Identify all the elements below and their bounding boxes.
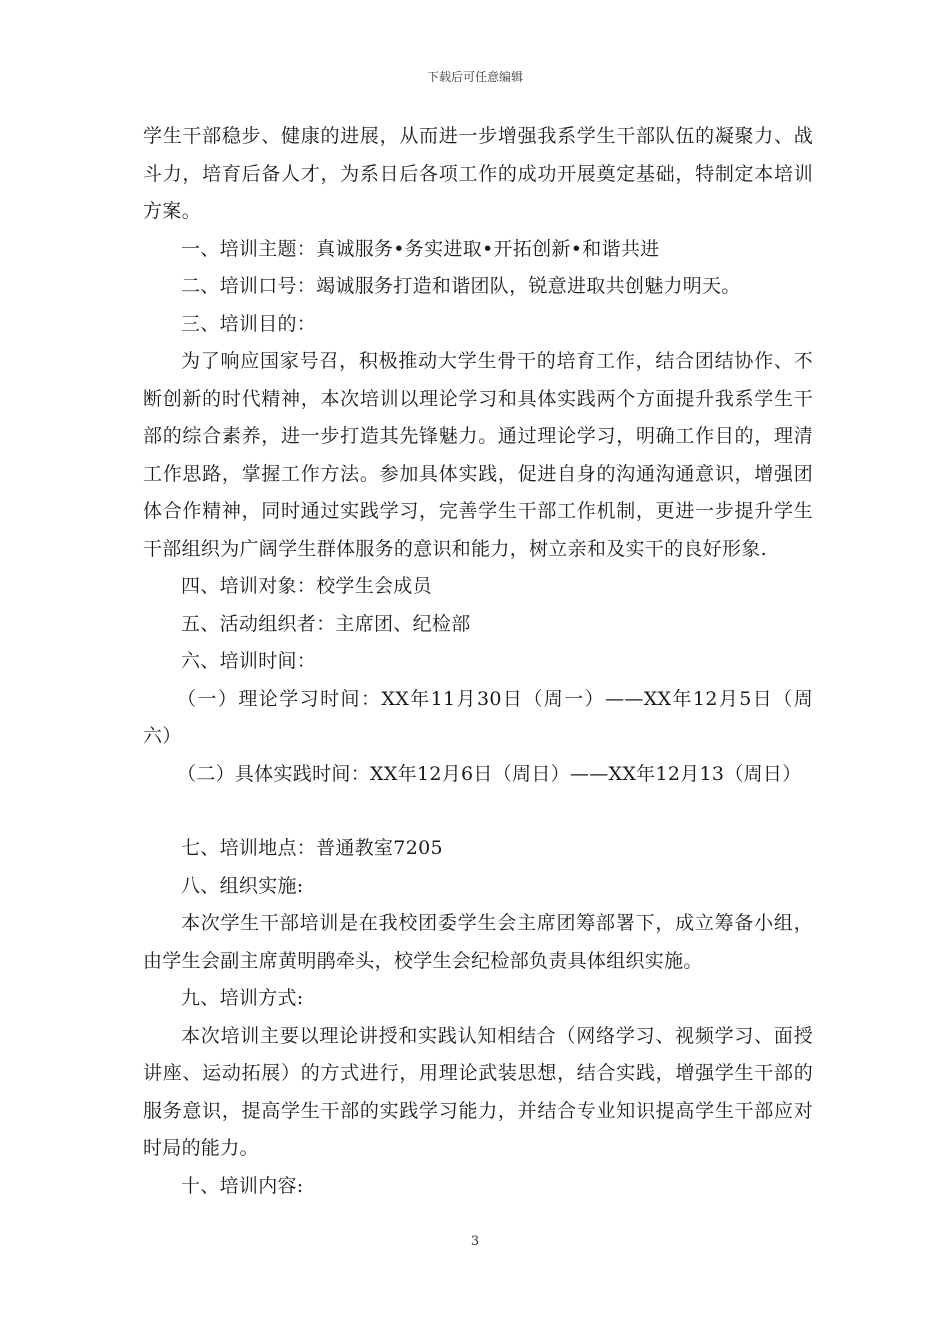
paragraph-line: 由学生会副主席黄明鹃牵头，校学生会纪检部负责具体组织实施。 (143, 949, 703, 972)
document-body (143, 118, 813, 1205)
schedule-line: （二）具体实践时间：XX年12月6日（周日）——XX年12月13（周日） (177, 762, 802, 785)
section-heading-location: 七、培训地点：普通教室7205 (181, 837, 443, 859)
paragraph-line: 工作思路，掌握工作方法。参加具体实践，促进自身的沟通沟通意识，增强团 (143, 462, 813, 485)
paragraph-line: 服务意识，提高学生干部的实践学习能力，并结合专业知识提高学生干部应对 (143, 1099, 813, 1122)
paragraph-line: 斗力，培育后备人才，为系日后各项工作的成功开展奠定基础，特制定本培训 (143, 162, 813, 185)
section-heading-implementation: 八、组织实施: (181, 874, 304, 897)
paragraph-line: 本次学生干部培训是在我校团委学生会主席团筹部署下，成立筹备小组， (181, 912, 813, 934)
paragraph-line: 体合作精神，同时通过实践学习，完善学生干部工作机制，更进一步提升学生 (143, 500, 813, 522)
schedule-line: 六） (143, 725, 182, 747)
section-heading-time: 六、培训时间： (181, 650, 317, 672)
paragraph-line: 部的综合素养，进一步打造其先锋魅力。通过理论学习，明确工作目的，理清 (143, 425, 813, 447)
paragraph-line: 学生干部稳步、健康的进展，从而进一步增强我系学生干部队伍的凝聚力、战 (143, 125, 813, 147)
section-heading-purpose: 三、培训目的： (181, 312, 317, 335)
section-heading-theme: 一、培训主题：真诚服务•务实进取•开拓创新•和谐共进 (181, 237, 660, 260)
schedule-line: （一）理论学习时间：XX年11月30日（周一）——XX年12月5日（周 (177, 687, 813, 710)
section-heading-organizer: 五、活动组织者：主席团、纪检部 (181, 612, 471, 635)
section-heading-slogan: 二、培训口号：竭诚服务打造和谐团队，锐意进取共创魅力明天。 (181, 275, 741, 297)
paragraph-line: 时局的能力。 (143, 1137, 259, 1159)
paragraph-line: 干部组织为广阔学生群体服务的意识和能力，树立亲和及实干的良好形象. (143, 537, 767, 560)
paragraph-line: 为了响应国家号召，积极推动大学生骨干的培育工作，结合团结协作、不 (181, 350, 813, 372)
blank-line (143, 793, 813, 830)
page-number: 3 (470, 1234, 480, 1249)
section-heading-content: 十、培训内容: (181, 1174, 304, 1197)
paragraph-line: 本次培训主要以理论讲授和实践认知相结合（网络学习、视频学习、面授 (181, 1024, 813, 1047)
paragraph-line: 断创新的时代精神，本次培训以理论学习和具体实践两个方面提升我系学生干 (143, 387, 813, 410)
section-heading-method: 九、培训方式: (181, 987, 304, 1009)
page-header: 下载后可任意编辑 (426, 70, 523, 84)
paragraph-line: 讲座、运动拓展）的方式进行，用理论武装思想，结合实践，增强学生干部的 (143, 1062, 813, 1084)
paragraph-line: 方案。 (143, 200, 201, 222)
section-heading-target: 四、培训对象：校学生会成员 (181, 575, 432, 597)
